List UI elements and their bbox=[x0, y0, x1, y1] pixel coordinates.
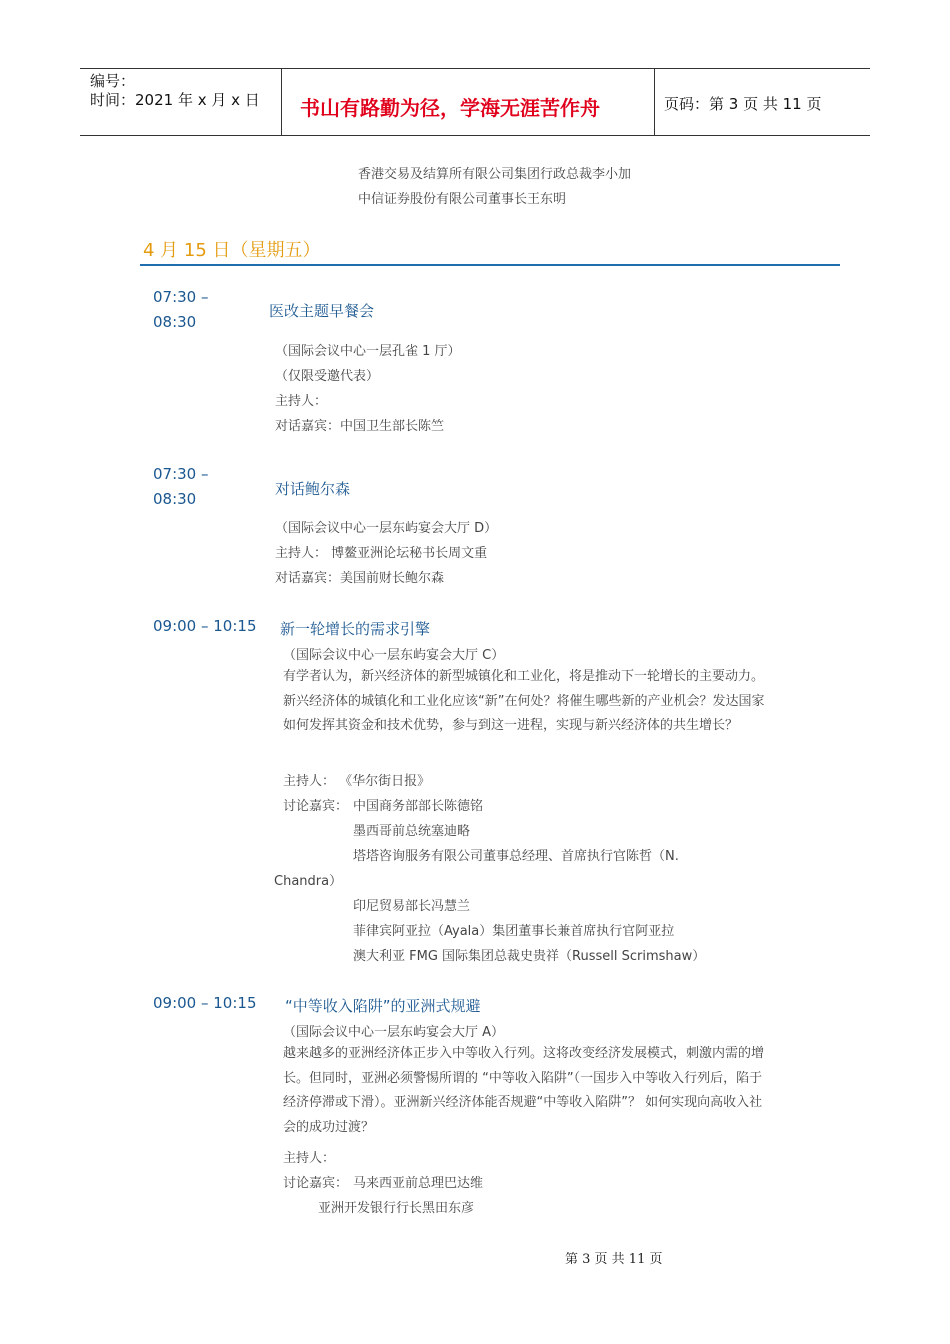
header-divider-right bbox=[654, 68, 655, 136]
session-4-title: “中等收入陷阱”的亚洲式规避 bbox=[285, 997, 481, 1015]
header-motto: 书山有路勤为径，学海无涯苦作舟 bbox=[300, 96, 600, 120]
day-title: 4 月 15 日（星期五） bbox=[143, 240, 321, 261]
session-1-restriction: （仅限受邀代表） bbox=[275, 369, 380, 384]
session-3-panelist: 墨西哥前总统塞迪略 bbox=[353, 824, 471, 839]
session-4-panel-label: 讨论嘉宾： bbox=[283, 1176, 349, 1191]
session-1-venue: （国际会议中心一层孔雀 1 厅） bbox=[275, 344, 461, 359]
session-2-guest: 对话嘉宾：美国前财长鲍尔森 bbox=[275, 571, 445, 586]
session-4-panelist: 马来西亚前总理巴达维 bbox=[353, 1176, 484, 1191]
header-bottom-rule bbox=[80, 135, 870, 136]
header-time-label: 时间：2021 年 x 月 x 日 bbox=[90, 91, 260, 109]
session-4-panelist: 亚洲开发银行行长黑田东彦 bbox=[318, 1201, 475, 1216]
header-divider-left bbox=[281, 68, 282, 136]
session-1-time-start: 07:30 – bbox=[153, 288, 209, 306]
intro-line-1: 香港交易及结算所有限公司集团行政总裁李小加 bbox=[358, 167, 632, 182]
session-3-panelist: 中国商务部部长陈德铭 bbox=[353, 799, 484, 814]
page-footer: 第 3 页 共 11 页 bbox=[565, 1252, 663, 1267]
session-4-host: 主持人： bbox=[283, 1151, 336, 1166]
header-number-label: 编号： bbox=[90, 72, 136, 90]
session-3-time: 09:00 – 10:15 bbox=[153, 617, 257, 635]
header-page-info: 页码：第 3 页 共 11 页 bbox=[664, 95, 822, 113]
session-3-panelist: 菲律宾阿亚拉（Ayala）集团董事长兼首席执行官阿亚拉 bbox=[353, 924, 675, 939]
session-1-host: 主持人： bbox=[275, 394, 328, 409]
session-3-panelist-wrap: Chandra） bbox=[274, 874, 343, 889]
session-4-venue: （国际会议中心一层东屿宴会大厅 A） bbox=[283, 1025, 505, 1040]
session-4-time: 09:00 – 10:15 bbox=[153, 994, 257, 1012]
session-3-panelist: 澳大利亚 FMG 国际集团总裁史贵祥（Russell Scrimshaw） bbox=[353, 949, 706, 964]
session-2-title: 对话鲍尔森 bbox=[275, 480, 351, 498]
session-3-description: 有学者认为，新兴经济体的新型城镇化和工业化，将是推动下一轮增长的主要动力。新兴经济体的城镇化和工业化应该“新”在何处？将催生哪些新的产业机会？发达国家如何发挥其资金和技术优势，参与到这一进程，实现与新兴经济体的共生增长？ bbox=[283, 669, 765, 733]
session-1-guest: 对话嘉宾：中国卫生部长陈竺 bbox=[275, 419, 445, 434]
header-top-rule bbox=[80, 68, 870, 69]
session-1-title: 医改主题早餐会 bbox=[269, 302, 375, 320]
session-3-panelist: 印尼贸易部长冯慧兰 bbox=[353, 899, 471, 914]
session-2-venue: （国际会议中心一层东屿宴会大厅 D） bbox=[275, 521, 498, 536]
session-2-time-start: 07:30 – bbox=[153, 465, 209, 483]
session-2-host: 主持人： 博鳌亚洲论坛秘书长周文重 bbox=[275, 546, 488, 561]
session-3-venue: （国际会议中心一层东屿宴会大厅 C） bbox=[283, 648, 505, 663]
session-3-title: 新一轮增长的需求引擎 bbox=[280, 620, 431, 638]
intro-line-2: 中信证券股份有限公司董事长王东明 bbox=[358, 192, 567, 207]
session-3-host: 主持人： 《华尔街日报》 bbox=[283, 774, 431, 789]
day-title-rule bbox=[140, 264, 840, 266]
session-3-panel-label: 讨论嘉宾： bbox=[283, 799, 349, 814]
session-1-time-end: 08:30 bbox=[153, 313, 197, 331]
session-4-description: 越来越多的亚洲经济体正步入中等收入行列。这将改变经济发展模式，刺激内需的增长。但同时，亚洲必须警惕所谓的 “中等收入陷阱”（一国步入中等收入行列后，陷于经济停滞或下滑）。亚洲新兴经济体能否规避“中等收入陷阱”？ 如何实现向高收入社会的成功过渡？ bbox=[283, 1046, 765, 1135]
session-3-panelist: 塔塔咨询服务有限公司董事总经理、首席执行官陈哲（N. bbox=[353, 849, 679, 864]
session-2-time-end: 08:30 bbox=[153, 490, 197, 508]
